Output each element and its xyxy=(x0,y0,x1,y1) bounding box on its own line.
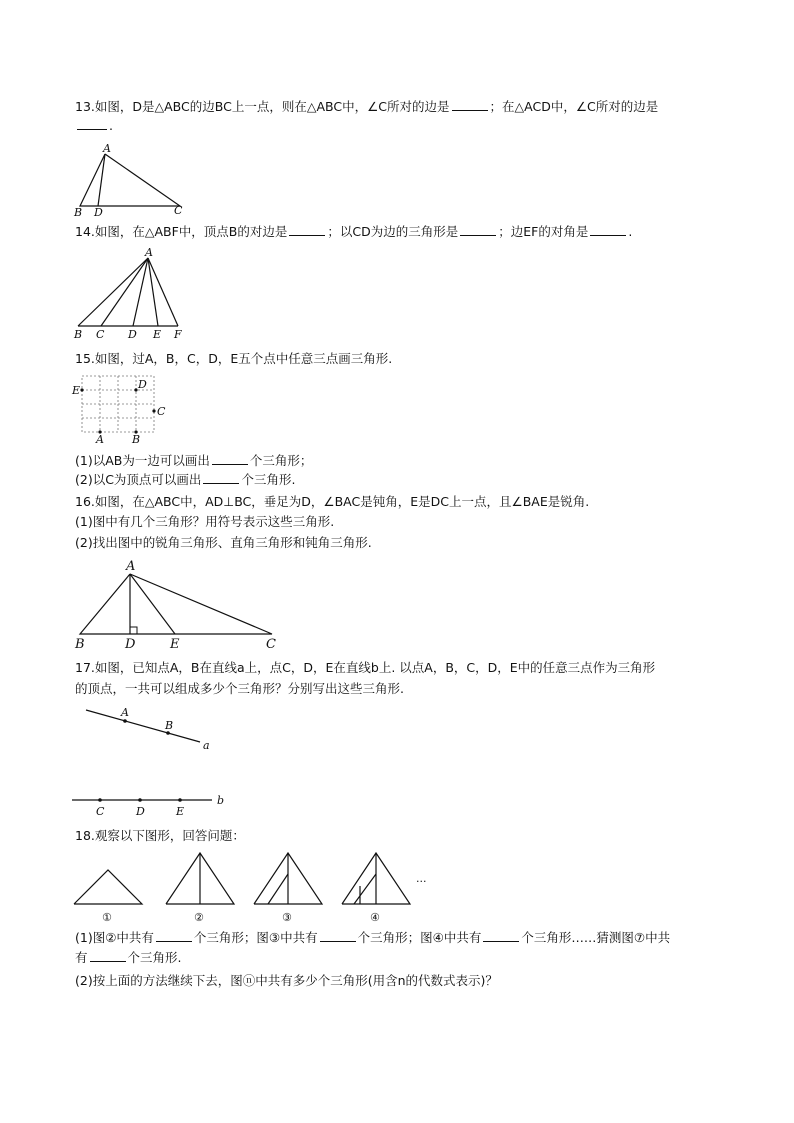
q15-sub1 xyxy=(75,453,312,469)
q18-blank-1[interactable] xyxy=(156,930,192,942)
q14-label-d: D xyxy=(128,328,137,341)
q14-label-c: C xyxy=(96,328,105,341)
q18-blank-2[interactable] xyxy=(320,930,356,942)
q18-sub1-line2 xyxy=(75,950,182,966)
q13-text-end: . xyxy=(109,118,113,133)
q18-ellipsis: ··· xyxy=(416,875,427,888)
q15-sub2 xyxy=(75,472,295,488)
q13-label-a: A xyxy=(103,142,111,155)
q16-label-a: A xyxy=(126,559,136,574)
q17-label-line-b: b xyxy=(217,794,225,807)
q14-label-f: F xyxy=(174,328,182,341)
q18-label-1: ① xyxy=(102,911,112,924)
q18-fig4-inner xyxy=(354,874,376,904)
q18-blank-4[interactable] xyxy=(90,950,126,962)
q15-point-c xyxy=(152,409,155,412)
q18-sub1-line2-a: 有 xyxy=(75,950,88,965)
q17-point-d xyxy=(138,798,142,802)
q17-line1: 17.如图，已知点A，B在直线a上，点C，D，E在直线b上. 以点A，B，C，D，E中的任意三点作为三角形 xyxy=(75,660,656,675)
q17-label-line-a: a xyxy=(203,739,210,752)
q17-line2: 的顶点，一共可以组成多少个三角形？分别写出这些三角形. xyxy=(75,681,404,696)
q17-label-a: A xyxy=(121,706,129,719)
q16-label-d: D xyxy=(125,637,136,652)
q17-figure xyxy=(70,700,240,820)
q14-label-a: A xyxy=(145,246,153,259)
q18-blank-3[interactable] xyxy=(483,930,519,942)
q14-blank-3[interactable] xyxy=(590,224,626,236)
q18-sub1-line2-b: 个三角形. xyxy=(127,950,182,965)
q17-label-b: B xyxy=(165,719,174,732)
q15-sub2-text-b: 个三角形. xyxy=(241,472,296,487)
q15-label-a: A xyxy=(96,433,104,446)
q13-text-a: 13.如图，D是△ABC的边BC上一点，则在△ABC中，∠C所对的边是 xyxy=(75,99,450,114)
q14-text-end: . xyxy=(628,224,633,239)
q18-sub2: (2)按上面的方法继续下去，图ⓝ中共有多少个三角形(用含n的代数式表示)？ xyxy=(75,973,498,988)
q17-label-e: E xyxy=(176,805,185,818)
q13-label-b: B xyxy=(74,206,83,219)
q14-text-c: ；边EF的对角是 xyxy=(498,224,589,239)
q14-blank-1[interactable] xyxy=(289,224,325,236)
q14-line xyxy=(75,224,632,240)
q14-text-a: 14.如图，在△ABF中，顶点B的对边是 xyxy=(75,224,288,239)
q15-label-b: B xyxy=(132,433,141,446)
q14-label-b: B xyxy=(74,328,83,341)
q13-blank-1[interactable] xyxy=(452,99,488,111)
q15-sub1-text-b: 个三角形； xyxy=(249,453,313,468)
q13-line2 xyxy=(75,118,113,134)
q18-label-4: ④ xyxy=(370,911,380,924)
q15-blank-2[interactable] xyxy=(203,472,239,484)
q16-figure xyxy=(70,556,290,652)
q16-triangle xyxy=(80,574,272,634)
q17-point-a xyxy=(123,719,127,723)
q16-label-c: C xyxy=(266,637,276,652)
q16-label-e: E xyxy=(170,637,180,652)
q16-sub1: (1)图中有几个三角形？用符号表示这些三角形. xyxy=(75,514,335,529)
q18-figure xyxy=(70,845,440,925)
q15-grid-figure xyxy=(70,370,170,446)
q15-blank-1[interactable] xyxy=(212,453,248,465)
q16-sub2: (2)找出图中的锐角三角形、直角三角形和钝角三角形. xyxy=(75,535,372,550)
q16-label-b: B xyxy=(75,637,85,652)
q15-label-d: D xyxy=(138,378,147,391)
q17-point-e xyxy=(178,798,182,802)
q13-text-b: ；在△ACD中，∠C所对的边是 xyxy=(489,99,659,114)
q18-line: 18.观察以下图形，回答问题： xyxy=(75,828,245,843)
q14-text-b: ；以CD为边的三角形是 xyxy=(327,224,459,239)
q13-label-d: D xyxy=(94,206,103,219)
q15-sub1-text-a: (1)以AB为一边可以画出 xyxy=(75,453,210,468)
q18-sub1-text-b: 个三角形；图③中共有 xyxy=(193,930,318,945)
q13-figure xyxy=(70,140,190,220)
q13-line1 xyxy=(75,99,658,115)
q13-blank-2[interactable] xyxy=(77,118,107,130)
q13-triangle xyxy=(80,154,180,206)
q14-label-e: E xyxy=(153,328,162,341)
q15-line: 15.如图，过A，B，C，D，E五个点中任意三点画三角形. xyxy=(75,351,393,366)
q17-label-c: C xyxy=(96,805,105,818)
q16-line: 16.如图，在△ABC中，AD⊥BC，垂足为D，∠BAC是钝角，E是DC上一点，且∠BAE是锐角. xyxy=(75,494,590,509)
q18-sub1-text-c: 个三角形；图④中共有 xyxy=(357,930,482,945)
q18-sub1-line1 xyxy=(75,930,670,946)
q15-point-e xyxy=(80,388,83,391)
q14-blank-2[interactable] xyxy=(460,224,496,236)
q15-label-c: C xyxy=(157,405,166,418)
q18-label-3: ③ xyxy=(282,911,292,924)
q15-label-e: E xyxy=(72,384,81,397)
q14-figure xyxy=(70,246,190,342)
q17-line-a xyxy=(86,710,200,742)
q18-label-2: ② xyxy=(194,911,204,924)
q14-segment-ab xyxy=(78,258,148,326)
q17-label-d: D xyxy=(136,805,145,818)
q18-sub1-text-d: 个三角形……猜测图⑦中共 xyxy=(521,930,671,945)
q18-fig1 xyxy=(74,870,142,904)
q16-right-angle-mark xyxy=(130,627,137,634)
q13-label-c: C xyxy=(174,204,183,217)
q18-sub1-text-a: (1)图②中共有 xyxy=(75,930,154,945)
q17-point-c xyxy=(98,798,102,802)
q15-sub2-text-a: (2)以C为顶点可以画出 xyxy=(75,472,202,487)
